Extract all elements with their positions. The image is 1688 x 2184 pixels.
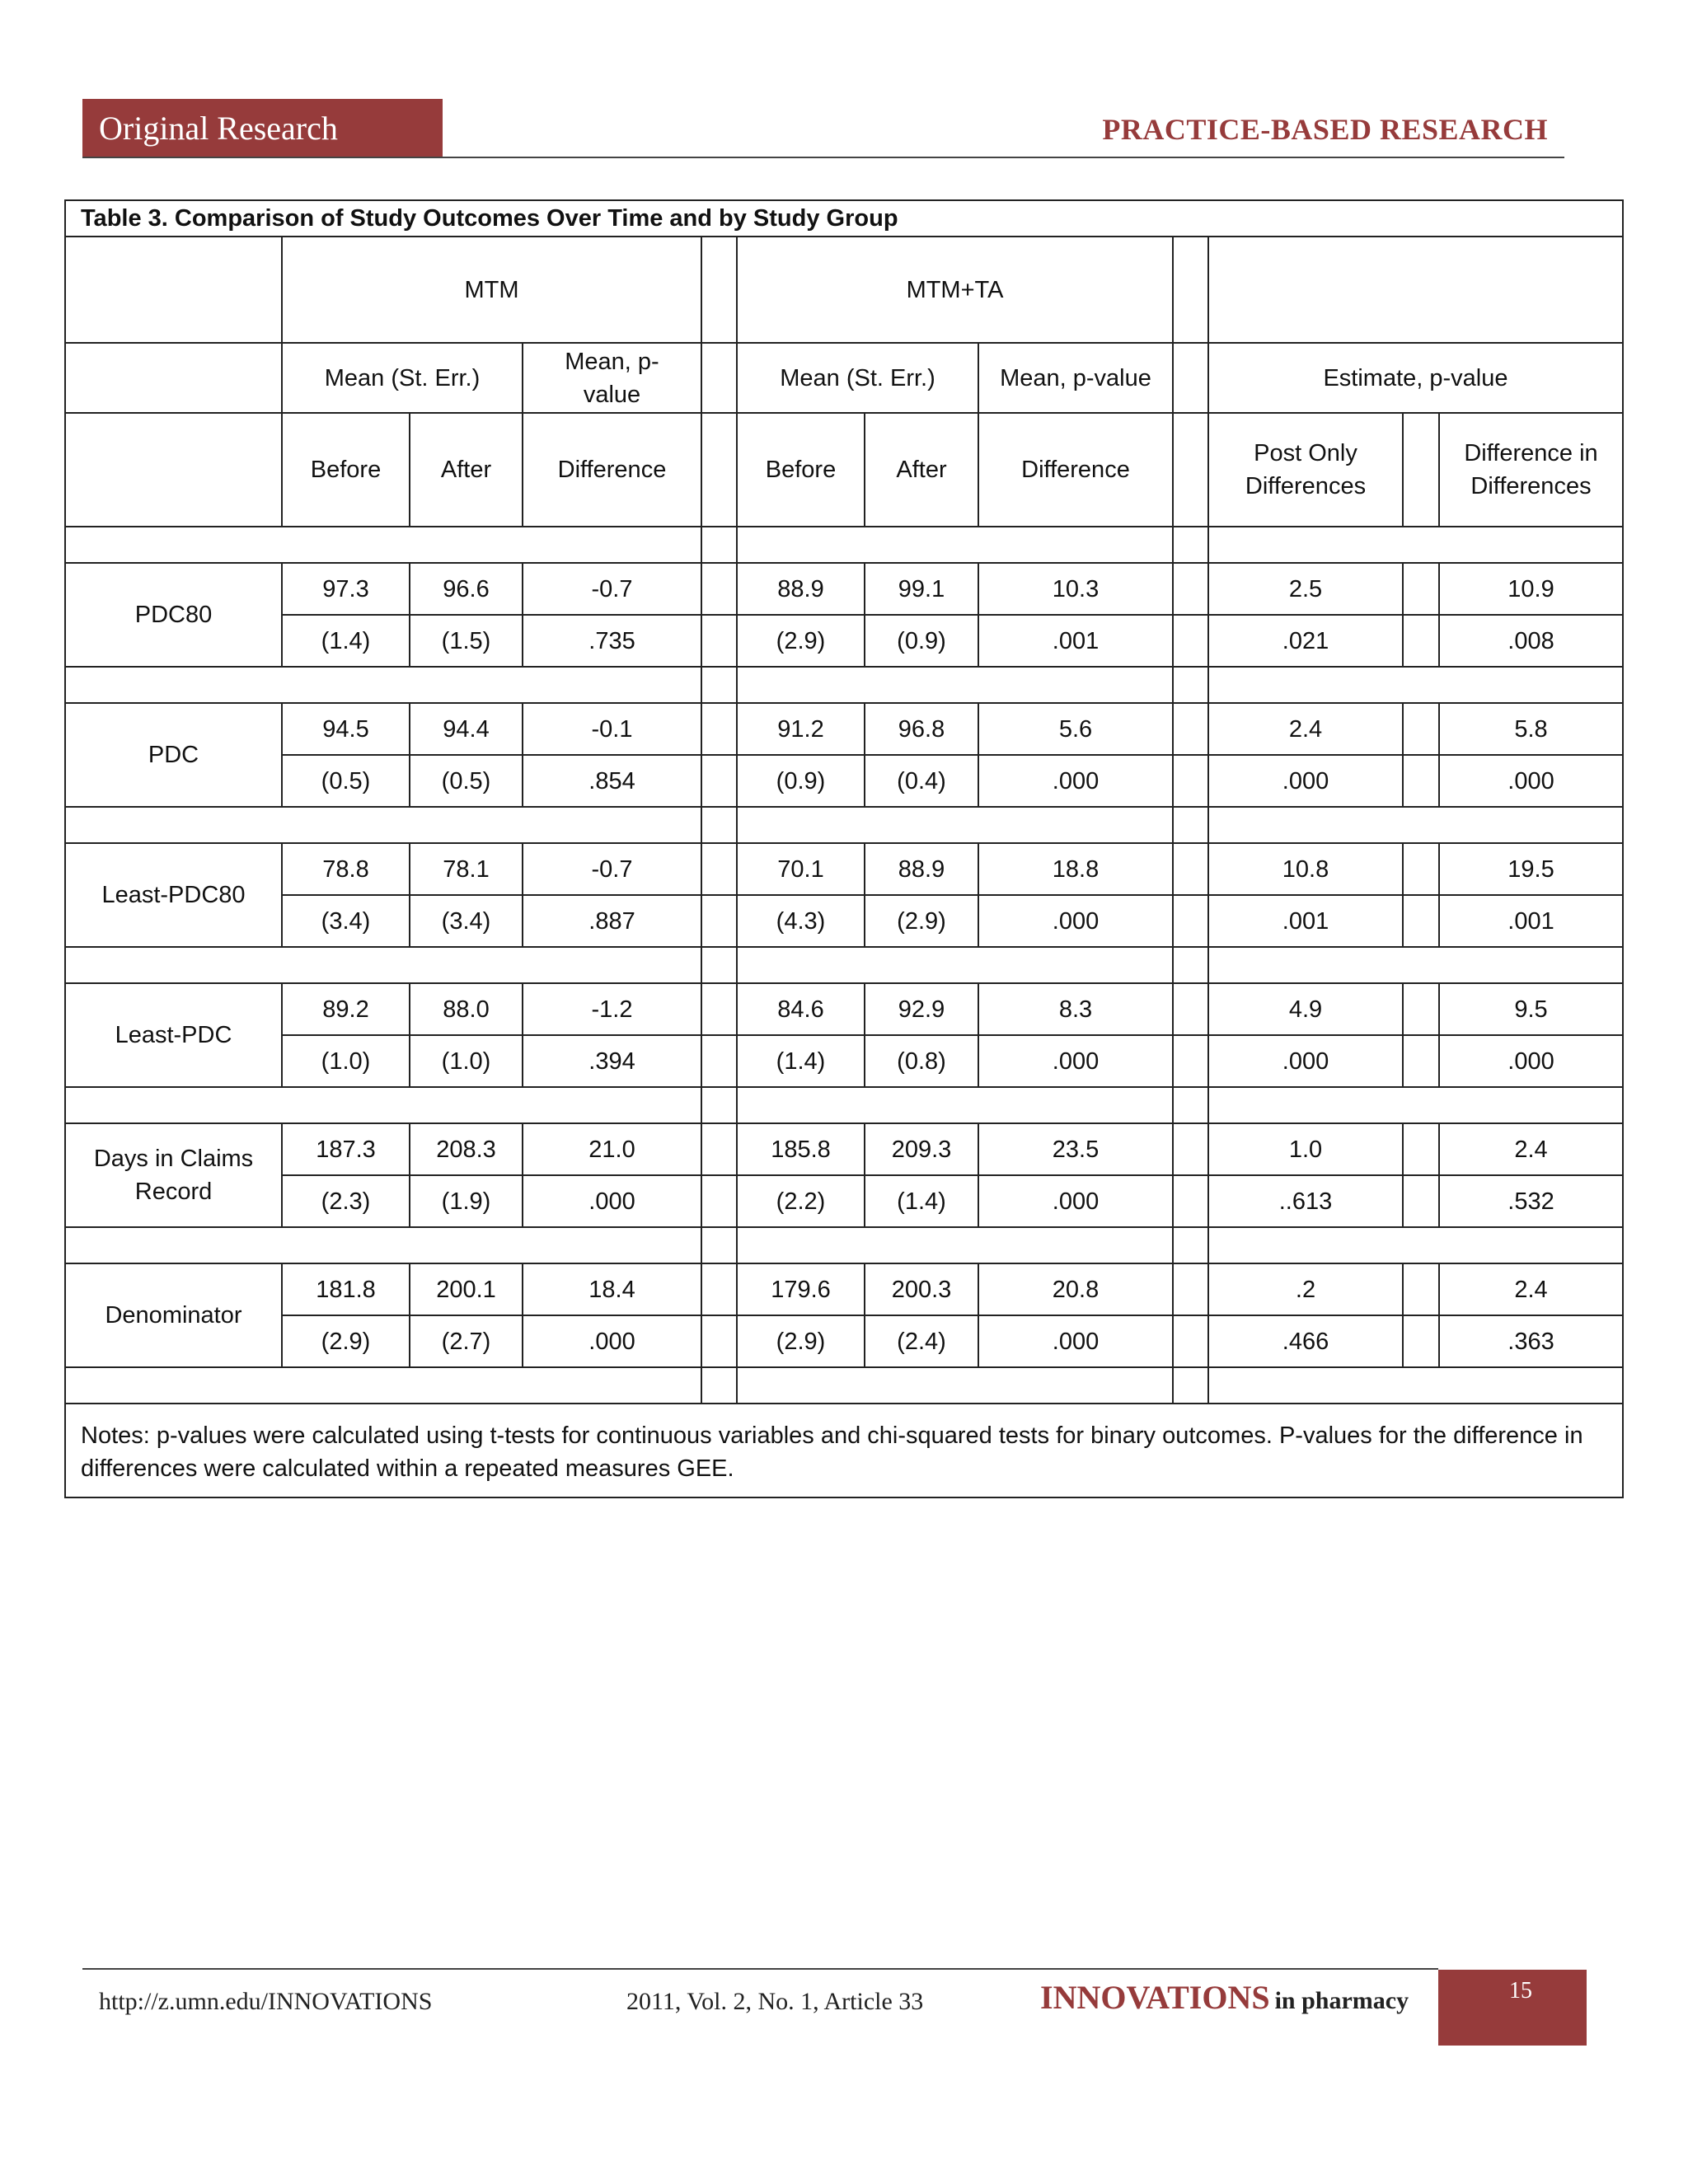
value-cell: 19.5 <box>1439 843 1623 895</box>
value-cell: 94.4 <box>410 703 523 755</box>
error-cell: (1.0) <box>282 1035 410 1087</box>
error-cell: (2.9) <box>737 615 865 667</box>
table-row <box>65 843 1623 895</box>
gap-cell <box>701 1315 737 1367</box>
gap-cell <box>701 1263 737 1315</box>
error-cell: .001 <box>978 615 1173 667</box>
value-cell: 2.5 <box>1208 563 1403 615</box>
gap-cell <box>1173 563 1208 615</box>
row-label: PDC <box>65 703 282 807</box>
error-cell: .000 <box>1439 1035 1623 1087</box>
error-cell: .466 <box>1208 1315 1403 1367</box>
spacer-row <box>65 1087 1623 1123</box>
error-cell: .001 <box>1439 895 1623 947</box>
blank-cell <box>737 667 1173 703</box>
error-cell: (0.5) <box>282 755 410 807</box>
value-cell: 8.3 <box>978 983 1173 1035</box>
error-cell: .000 <box>978 755 1173 807</box>
blank-cell <box>65 667 701 703</box>
gap-cell <box>1173 667 1208 703</box>
value-cell: 18.4 <box>523 1263 701 1315</box>
gap-cell <box>701 983 737 1035</box>
error-cell: (3.4) <box>282 895 410 947</box>
error-cell: (1.9) <box>410 1175 523 1227</box>
group-header-mtm: MTM <box>282 237 701 343</box>
blank-cell <box>737 1087 1173 1123</box>
blank-cell <box>1208 667 1623 703</box>
value-cell: 99.1 <box>865 563 978 615</box>
gap-cell <box>701 615 737 667</box>
value-cell: 89.2 <box>282 983 410 1035</box>
gap-cell <box>1403 413 1439 527</box>
table-row <box>65 703 1623 755</box>
gap-cell <box>1173 843 1208 895</box>
gap-cell <box>1173 703 1208 755</box>
gap-cell <box>1173 1227 1208 1263</box>
gap-cell <box>1173 1035 1208 1087</box>
subheader-mtm-mean: Mean (St. Err.) <box>282 343 523 413</box>
value-cell: 2.4 <box>1439 1263 1623 1315</box>
gap-cell <box>1173 1175 1208 1227</box>
col-header-difference: Difference <box>523 413 701 527</box>
section-badge: Original Research <box>82 99 443 158</box>
error-cell: (3.4) <box>410 895 523 947</box>
spacer-row <box>65 667 1623 703</box>
group-header-mtm-ta: MTM+TA <box>737 237 1173 343</box>
value-cell: 78.1 <box>410 843 523 895</box>
gap-cell <box>1173 1315 1208 1367</box>
value-cell: 4.9 <box>1208 983 1403 1035</box>
gap-cell <box>701 807 737 843</box>
value-cell: 5.8 <box>1439 703 1623 755</box>
gap-cell <box>1173 237 1208 343</box>
value-cell: 92.9 <box>865 983 978 1035</box>
error-cell: .001 <box>1208 895 1403 947</box>
value-cell: -1.2 <box>523 983 701 1035</box>
blank-cell <box>65 1087 701 1123</box>
gap-cell <box>1173 527 1208 563</box>
table-row <box>65 1315 1623 1367</box>
value-cell: 96.8 <box>865 703 978 755</box>
blank-cell <box>737 807 1173 843</box>
error-cell: (2.9) <box>865 895 978 947</box>
gap-cell <box>701 667 737 703</box>
blank-cell <box>65 527 701 563</box>
row-label: PDC80 <box>65 563 282 667</box>
value-cell: 78.8 <box>282 843 410 895</box>
error-cell: (1.0) <box>410 1035 523 1087</box>
table-notes: Notes: p-values were calculated using t-tests for continuous variables and chi-squared tests for binary outcomes. P-values for the difference in differences were calculated within a repeated measures GEE. <box>65 1404 1623 1497</box>
notes-row <box>65 1404 1623 1497</box>
value-cell: 5.6 <box>978 703 1173 755</box>
value-cell: 208.3 <box>410 1123 523 1175</box>
error-cell: .000 <box>978 1035 1173 1087</box>
value-cell: 84.6 <box>737 983 865 1035</box>
error-cell: .363 <box>1439 1315 1623 1367</box>
error-cell: .000 <box>1439 755 1623 807</box>
gap-cell <box>1403 1035 1439 1087</box>
error-cell: (0.9) <box>865 615 978 667</box>
value-cell: 181.8 <box>282 1263 410 1315</box>
blank-cell <box>737 527 1173 563</box>
error-cell: .000 <box>978 895 1173 947</box>
table-row <box>65 1035 1623 1087</box>
subheader-ta-mean: Mean (St. Err.) <box>737 343 978 413</box>
error-cell: (1.4) <box>737 1035 865 1087</box>
blank-cell <box>1208 237 1623 343</box>
journal-brand-suffix: in pharmacy <box>1274 1987 1409 2014</box>
blank-cell <box>1208 1367 1623 1404</box>
subheader-estimate: Estimate, p-value <box>1208 343 1623 413</box>
gap-cell <box>1173 1367 1208 1404</box>
blank-cell <box>65 237 282 343</box>
table-title: Table 3. Comparison of Study Outcomes Over Time and by Study Group <box>65 200 1623 237</box>
value-cell: 2.4 <box>1208 703 1403 755</box>
category-heading: PRACTICE-BASED RESEARCH <box>1102 113 1548 146</box>
gap-cell <box>1403 563 1439 615</box>
gap-cell <box>701 755 737 807</box>
table-row <box>65 895 1623 947</box>
error-cell: .000 <box>1208 1035 1403 1087</box>
gap-cell <box>1173 807 1208 843</box>
gap-cell <box>1403 1315 1439 1367</box>
error-cell: (1.5) <box>410 615 523 667</box>
error-cell: .887 <box>523 895 701 947</box>
error-cell: (2.7) <box>410 1315 523 1367</box>
gap-cell <box>1173 615 1208 667</box>
error-cell: (0.8) <box>865 1035 978 1087</box>
value-cell: 88.9 <box>737 563 865 615</box>
error-cell: .000 <box>523 1175 701 1227</box>
col-header-diff-in-diff: Difference in Differences <box>1439 413 1623 527</box>
table-row <box>65 1175 1623 1227</box>
gap-cell <box>1403 703 1439 755</box>
footer-url: http://z.umn.edu/INNOVATIONS <box>99 1988 433 2015</box>
journal-brand-name: INNOVATIONS <box>1040 1979 1270 2016</box>
blank-cell <box>65 947 701 983</box>
journal-brand <box>1040 1978 1409 2017</box>
value-cell: 10.8 <box>1208 843 1403 895</box>
col-header-before: Before <box>737 413 865 527</box>
value-cell: -0.7 <box>523 563 701 615</box>
value-cell: 10.9 <box>1439 563 1623 615</box>
spacer-row <box>65 947 1623 983</box>
gap-cell <box>1173 413 1208 527</box>
value-cell: 200.1 <box>410 1263 523 1315</box>
gap-cell <box>701 1227 737 1263</box>
error-cell: .021 <box>1208 615 1403 667</box>
gap-cell <box>701 413 737 527</box>
error-cell: (1.4) <box>865 1175 978 1227</box>
gap-cell <box>701 1175 737 1227</box>
gap-cell <box>701 1035 737 1087</box>
value-cell: 1.0 <box>1208 1123 1403 1175</box>
gap-cell <box>1403 843 1439 895</box>
table-row <box>65 755 1623 807</box>
gap-cell <box>701 1087 737 1123</box>
blank-cell <box>65 1367 701 1404</box>
value-cell: 2.4 <box>1439 1123 1623 1175</box>
gap-cell <box>701 527 737 563</box>
value-cell: 88.9 <box>865 843 978 895</box>
gap-cell <box>701 563 737 615</box>
col-header-after: After <box>410 413 523 527</box>
gap-cell <box>701 1367 737 1404</box>
value-cell: 91.2 <box>737 703 865 755</box>
blank-cell <box>737 947 1173 983</box>
value-cell: 21.0 <box>523 1123 701 1175</box>
blank-cell <box>737 1227 1173 1263</box>
gap-cell <box>1173 755 1208 807</box>
row-label: Denominator <box>65 1263 282 1367</box>
col-header-before: Before <box>282 413 410 527</box>
spacer-row <box>65 1227 1623 1263</box>
gap-cell <box>1173 343 1208 413</box>
gap-cell <box>701 1123 737 1175</box>
gap-cell <box>1403 895 1439 947</box>
value-cell: 187.3 <box>282 1123 410 1175</box>
table-row <box>65 1123 1623 1175</box>
error-cell: (0.9) <box>737 755 865 807</box>
spacer-row <box>65 807 1623 843</box>
col-header-after: After <box>865 413 978 527</box>
gap-cell <box>1403 983 1439 1035</box>
spacer-row <box>65 1367 1623 1404</box>
blank-cell <box>65 343 282 413</box>
outcomes-table <box>64 199 1624 1498</box>
blank-cell <box>1208 807 1623 843</box>
error-cell: .735 <box>523 615 701 667</box>
error-cell: .008 <box>1439 615 1623 667</box>
error-cell: (2.2) <box>737 1175 865 1227</box>
error-cell: (2.9) <box>737 1315 865 1367</box>
value-cell: 18.8 <box>978 843 1173 895</box>
error-cell: .000 <box>523 1315 701 1367</box>
table-row <box>65 983 1623 1035</box>
gap-cell <box>1403 1263 1439 1315</box>
blank-cell <box>1208 1087 1623 1123</box>
value-cell: 200.3 <box>865 1263 978 1315</box>
blank-cell <box>737 1367 1173 1404</box>
error-cell: .000 <box>978 1315 1173 1367</box>
error-cell: (2.3) <box>282 1175 410 1227</box>
error-cell: (0.5) <box>410 755 523 807</box>
gap-cell <box>1403 615 1439 667</box>
gap-cell <box>701 703 737 755</box>
row-label: Days in Claims Record <box>65 1123 282 1227</box>
blank-cell <box>65 1227 701 1263</box>
value-cell: 23.5 <box>978 1123 1173 1175</box>
gap-cell <box>1403 1123 1439 1175</box>
gap-cell <box>1403 755 1439 807</box>
error-cell: (2.4) <box>865 1315 978 1367</box>
value-cell: 96.6 <box>410 563 523 615</box>
gap-cell <box>701 237 737 343</box>
value-cell: 209.3 <box>865 1123 978 1175</box>
blank-cell <box>65 413 282 527</box>
col-header-difference: Difference <box>978 413 1173 527</box>
error-cell: (4.3) <box>737 895 865 947</box>
value-cell: 70.1 <box>737 843 865 895</box>
value-cell: 88.0 <box>410 983 523 1035</box>
blank-cell <box>65 807 701 843</box>
error-cell: (0.4) <box>865 755 978 807</box>
row-label: Least-PDC <box>65 983 282 1087</box>
blank-cell <box>1208 527 1623 563</box>
error-cell: .532 <box>1439 1175 1623 1227</box>
error-cell: .000 <box>1208 755 1403 807</box>
value-cell: 179.6 <box>737 1263 865 1315</box>
gap-cell <box>1173 1263 1208 1315</box>
footer-divider <box>82 1968 1438 1970</box>
gap-cell <box>701 947 737 983</box>
page-number: 15 <box>1438 1970 1587 2046</box>
table-row <box>65 1263 1623 1315</box>
error-cell: ..613 <box>1208 1175 1403 1227</box>
value-cell: 97.3 <box>282 563 410 615</box>
table-row <box>65 615 1623 667</box>
error-cell: .854 <box>523 755 701 807</box>
header-divider <box>82 157 1564 158</box>
table-row <box>65 563 1623 615</box>
blank-cell <box>1208 1227 1623 1263</box>
error-cell: .394 <box>523 1035 701 1087</box>
gap-cell <box>1173 895 1208 947</box>
gap-cell <box>701 895 737 947</box>
col-header-post-only: Post Only Differences <box>1208 413 1403 527</box>
gap-cell <box>701 343 737 413</box>
gap-cell <box>1173 983 1208 1035</box>
spacer-row <box>65 527 1623 563</box>
gap-cell <box>1173 1087 1208 1123</box>
gap-cell <box>1403 1175 1439 1227</box>
error-cell: (1.4) <box>282 615 410 667</box>
value-cell: -0.1 <box>523 703 701 755</box>
value-cell: 185.8 <box>737 1123 865 1175</box>
gap-cell <box>701 843 737 895</box>
value-cell: 9.5 <box>1439 983 1623 1035</box>
value-cell: 20.8 <box>978 1263 1173 1315</box>
value-cell: -0.7 <box>523 843 701 895</box>
gap-cell <box>1173 947 1208 983</box>
blank-cell <box>1208 947 1623 983</box>
row-label: Least-PDC80 <box>65 843 282 947</box>
value-cell: 94.5 <box>282 703 410 755</box>
error-cell: .000 <box>978 1175 1173 1227</box>
gap-cell <box>1173 1123 1208 1175</box>
error-cell: (2.9) <box>282 1315 410 1367</box>
value-cell: .2 <box>1208 1263 1403 1315</box>
value-cell: 10.3 <box>978 563 1173 615</box>
subheader-mtm-pvalue: Mean, p-value <box>523 343 701 413</box>
subheader-ta-pvalue: Mean, p-value <box>978 343 1173 413</box>
footer-citation: 2011, Vol. 2, No. 1, Article 33 <box>626 1988 924 2015</box>
